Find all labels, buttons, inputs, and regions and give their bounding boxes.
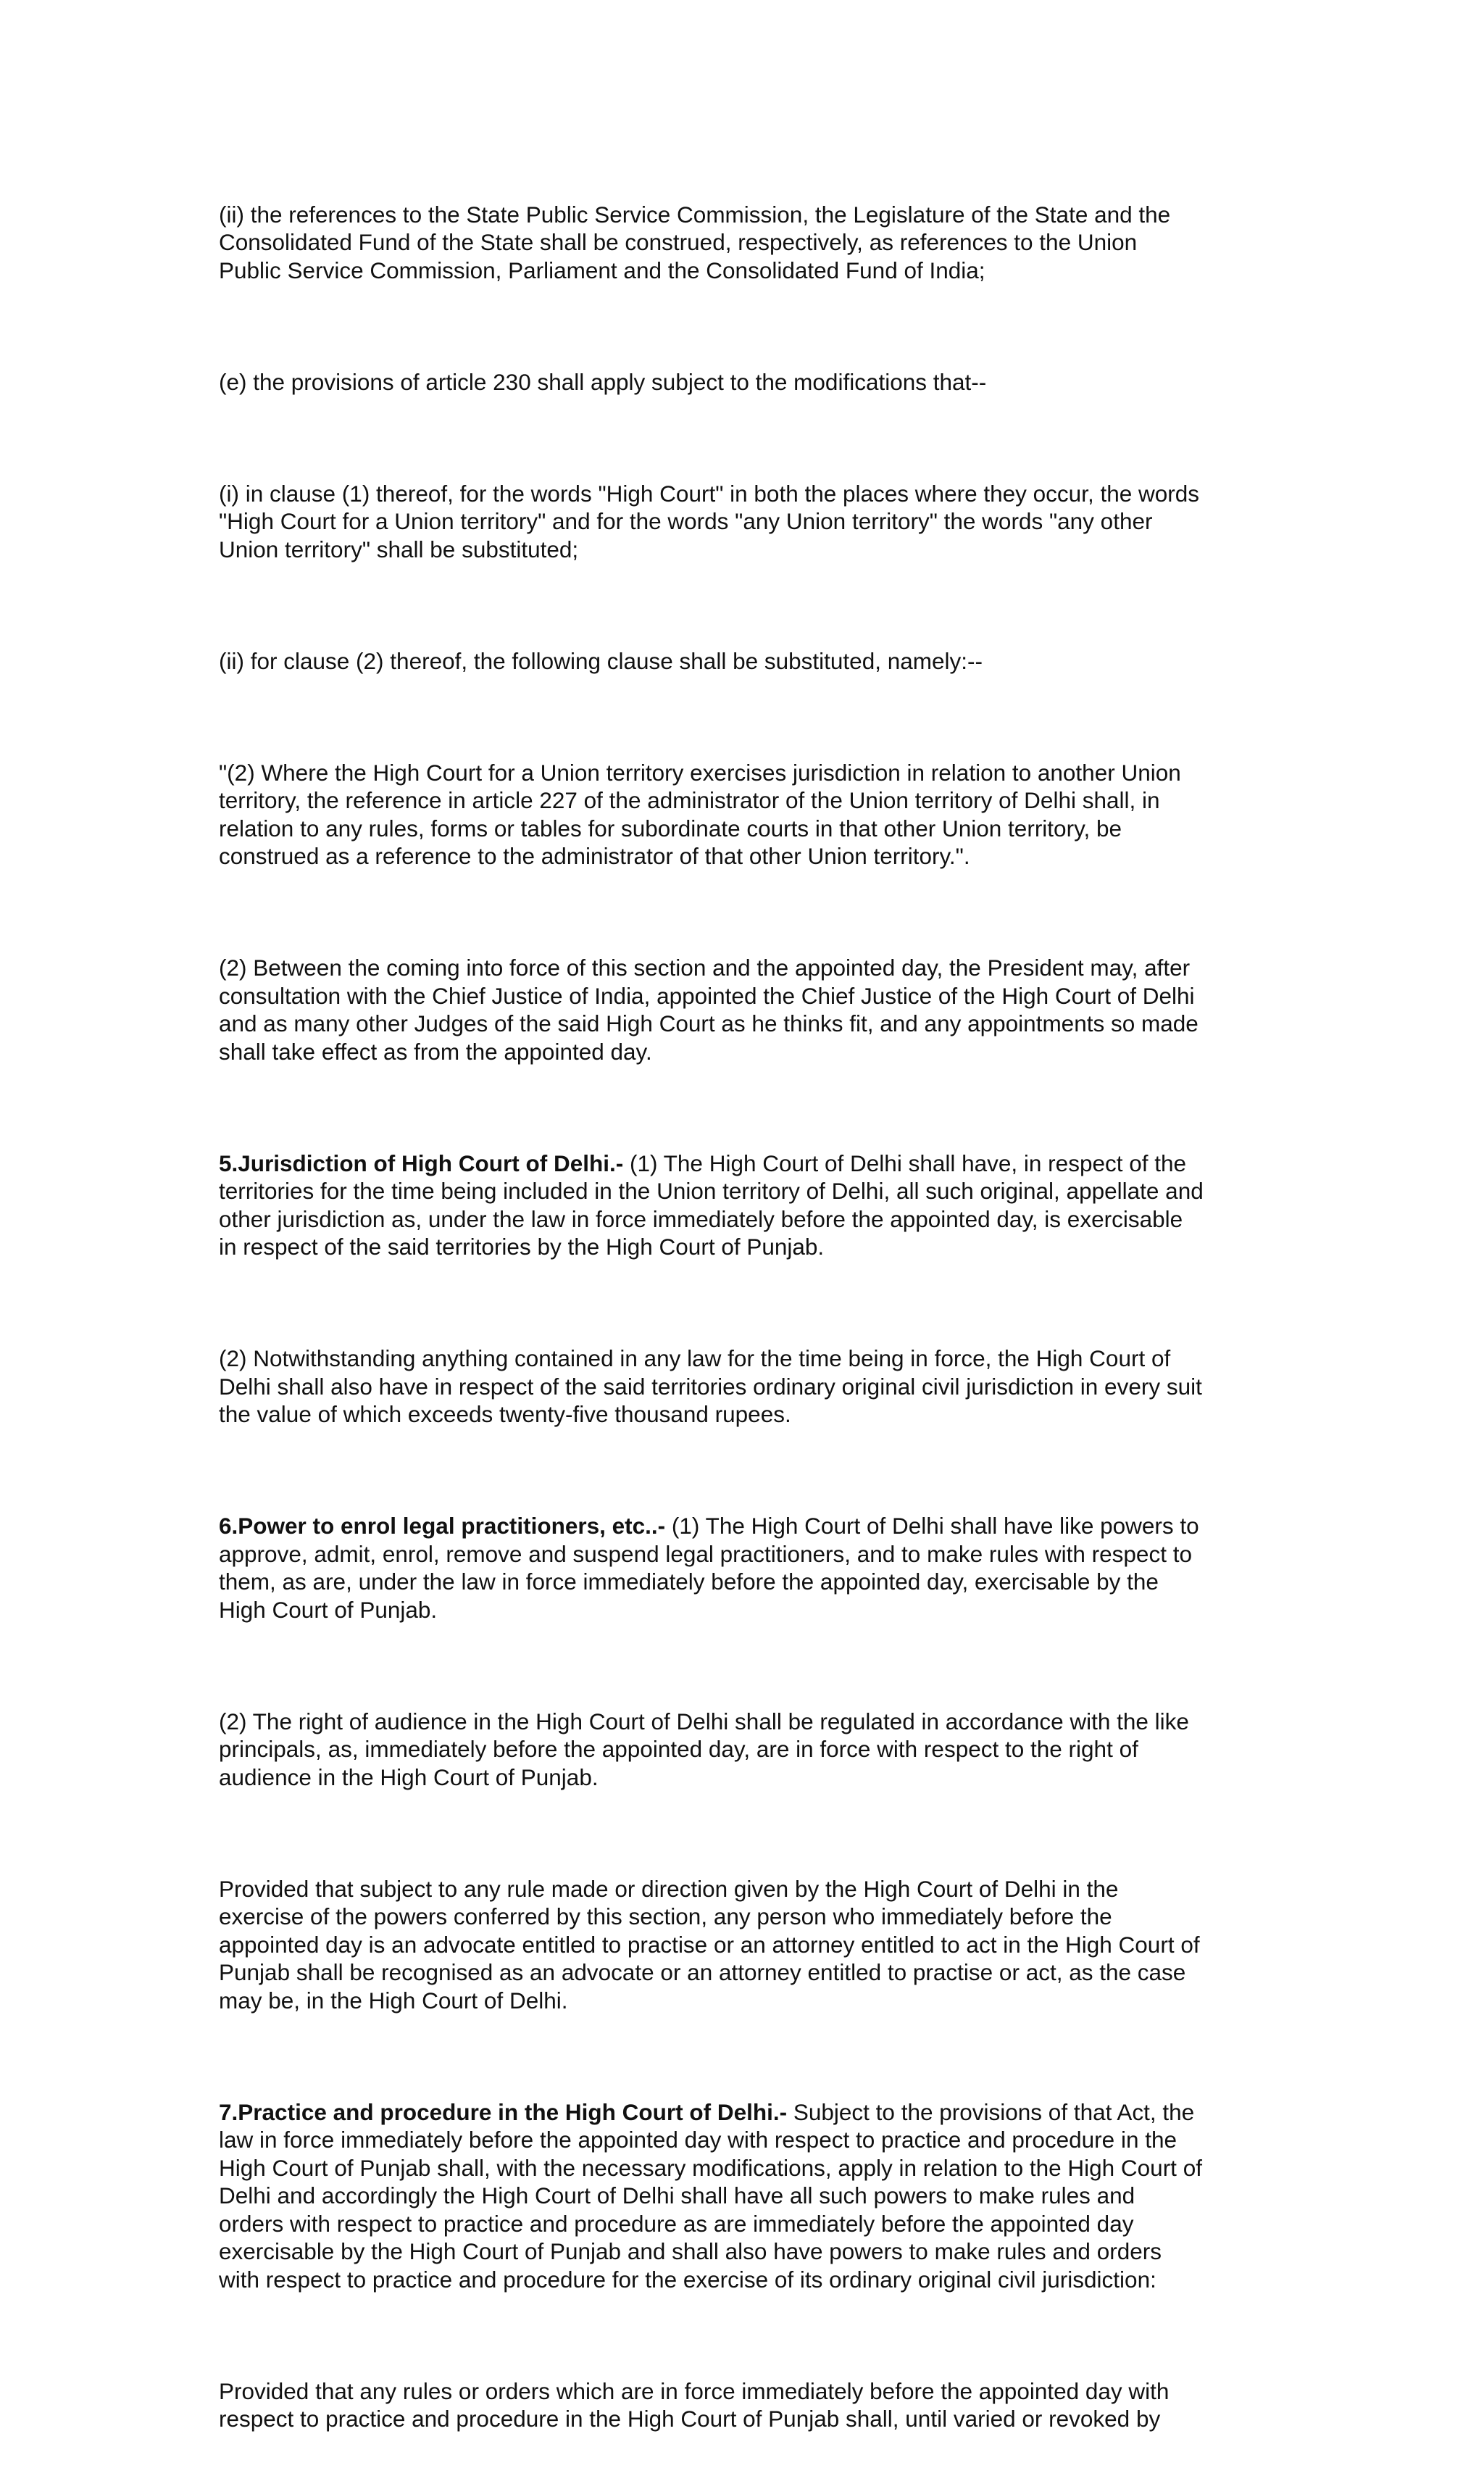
paragraph-text: (2) Between the coming into force of this section and the appointed day, the President may, after consultation with the Chief Justice of India, appointed the Chief Justice of the High Court of Delhi and as many other Judges of the said High Court as he thinks fit, and any appointments so made shall take effect as from the appointed day. — [219, 955, 1199, 1065]
document-page — [219, 173, 1277, 2489]
paragraph-text: (i) in clause (1) thereof, for the words "High Court" in both the places where they occur, the words "High Court for a Union territory" and for the words "any Union territory" the words "any other Union territory" shall be substituted; — [219, 480, 1200, 562]
paragraph-text: (e) the provisions of article 230 shall apply subject to the modifications that-- — [219, 368, 987, 395]
paragraph-text: "(2) Where the High Court for a Union territory exercises jurisdiction in relation to another Union territory, the reference in article 227 of the administrator of the Union territory of Delhi shall, in relation to any rules, forms or tables for subordinate courts in that other Union territory, be construed as a reference to the administrator of that other Union territory.". — [219, 759, 1181, 869]
paragraph-right-of-audience — [219, 1708, 1277, 1792]
paragraph-text: Provided that any rules or orders which are in force immediately before the appointed day with respect to practice and procedure in the High Court of Punjab shall, until varied or revoked by — [219, 2377, 1170, 2432]
section-7-practice-procedure — [219, 2098, 1277, 2294]
paragraph-text: (1) The High Court of Delhi shall have, in respect of the territories for the time being included in the Union territory of Delhi, all such original, appellate and other jurisdiction as, under the law in force immediately before the appointed day, is exercisable in respect of the said territories by the High Court of Punjab. — [219, 1150, 1204, 1260]
paragraph-clause-ii-substitution — [219, 647, 1277, 676]
paragraph-text: (1) The High Court of Delhi shall have like powers to approve, admit, enrol, remove and suspend legal practitioners, and to make rules with respect to them, as are, under the law in force immediately before the appointed day, exercisable by the High Court of Punjab. — [219, 1513, 1199, 1623]
section-heading: 5.Jurisdiction of High Court of Delhi.- — [219, 1150, 624, 1176]
paragraph-appointment-of-judges — [219, 954, 1277, 1065]
section-5-jurisdiction — [219, 1150, 1277, 1261]
paragraph-clause-e-article-230 — [219, 368, 1277, 396]
paragraph-text: (2) The right of audience in the High Court of Delhi shall be regulated in accordance with the like principals, as, immediately before the appointed day, are in force with respect to the right of audience in the High Court of Punjab. — [219, 1708, 1189, 1790]
section-heading: 6.Power to enrol legal practitioners, etc..- — [219, 1513, 666, 1539]
paragraph-clause-ii-references — [219, 201, 1277, 285]
paragraph-text: (2) Notwithstanding anything contained in any law for the time being in force, the High Court of Delhi shall also have in respect of the said territories ordinary original civil jurisdiction in every suit the value of which exceeds twenty-five thousand rupees. — [219, 1345, 1202, 1427]
paragraph-substituted-clause-2 — [219, 759, 1277, 870]
paragraph-text: (ii) for clause (2) thereof, the following clause shall be substituted, namely:-- — [219, 647, 983, 674]
paragraph-civil-jurisdiction — [219, 1345, 1277, 1429]
paragraph-proviso-advocates — [219, 1875, 1277, 2015]
paragraph-text: Subject to the provisions of that Act, the law in force immediately before the appointed day with respect to practice and procedure in the High Court of Punjab shall, with the necessary modifications, apply in relation to the High Court of Delhi and accordingly the High Court of Delhi shall have all such powers to make rules and orders with respect to practice and procedure as are immediately before the appointed day exercisable by the High Court of Punjab and shall also have powers to make rules and orders with respect to practice and procedure for the exercise of its ordinary original civil jurisdiction: — [219, 2098, 1202, 2293]
paragraph-clause-i-high-court-words — [219, 480, 1277, 564]
paragraph-text: Provided that subject to any rule made or direction given by the High Court of Delhi in the exercise of the powers conferred by this section, any person who immediately before the appointed day is an advocate entitled to practise or an attorney entitled to act in the High Court of Punjab shall be recognised as an advocate or an attorney entitled to practise or act, as the case may be, in the High Court of Delhi. — [219, 1875, 1200, 2014]
paragraph-text: (ii) the references to the State Public Service Commission, the Legislature of the State and the Consolidated Fund of the State shall be construed, respectively, as references to the Union Public Service Commission, Parliament and the Consolidated Fund of India; — [219, 201, 1171, 283]
paragraph-proviso-rules-orders — [219, 2377, 1277, 2433]
section-heading: 7.Practice and procedure in the High Court of Delhi.- — [219, 2098, 788, 2125]
section-6-legal-practitioners — [219, 1512, 1277, 1624]
